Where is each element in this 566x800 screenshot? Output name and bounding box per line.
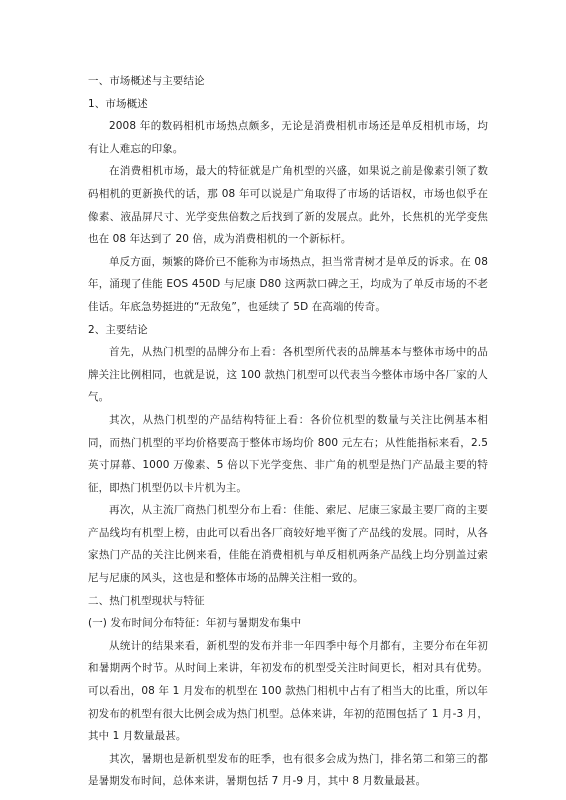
paragraph-vendor-distribution: 再次，从主流厂商热门机型分布上看：佳能、索尼、尼康三家最主要厂商的主要产品线均有机型上榜，由此可以看出各厂商较好地平衡了产品线的发展。同时，从各家热门产品的关注比例来看，佳能在消费相机与单反相机两条产品线上均分别盖过索尼与尼康的风头，这也是和整体市场的品牌关注相一致的。 <box>88 504 488 585</box>
paragraph-consumer-camera: 在消费相机市场，最大的特征就是广角机型的兴盛，如果说之前是像素引领了数码相机的更新换代的话，那 08 年可以说是广角取得了市场的话语权，市场也似乎在像素、液晶屏尺寸、光学变焦倍数之后找到了新的发展点。此外，长焦机的光学变焦也在 08 年达到了 20 倍，成为消费相机的一个新标杆。 <box>88 165 488 246</box>
paragraph-release-early-year: 从统计的结果来看，新机型的发布并非一年四季中每个月都有，主要分布在年初和暑期两个时节。从时间上来讲，年初发布的机型受关注时间更长，相对具有优势。可以看出，08 年 1 月发布的机型在 100 款热门相机中占有了相当大的比重，所以年初发布的机型有很大比例会成为热门机型。总体来讲，年初的范围包括了 1 月-3 月，其中 1 月数量最甚。 <box>88 639 488 743</box>
document-body <box>88 70 488 793</box>
section-heading-hot-models: 二、热门机型现状与特征 <box>88 594 205 607</box>
paragraph-release-summer: 其次，暑期也是新机型发布的旺季，也有很多会成为热门，排名第二和第三的都是暑期发布时间，总体来讲，暑期包括 7 月-9 月，其中 8 月数量最甚。 <box>88 752 488 788</box>
paragraph-dslr: 单反方面，频繁的降价已不能称为市场热点，担当常青树才是单反的诉求。在 08 年，涌现了佳能 EOS 450D 与尼康 D80 这两款口碑之王，均成为了单反市场的不老佳话。年底急势挺进的“无敌兔”，也延续了 5D 在高端的传奇。 <box>88 255 488 313</box>
paragraph-2008-market: 2008 年的数码相机市场热点颇多，无论是消费相机市场还是单反相机市场，均有让人难忘的印象。 <box>88 120 488 155</box>
subheading-release-timing: (一) 发布时间分布特征：年初与暑期发布集中 <box>88 617 302 630</box>
paragraph-product-structure: 其次，从热门机型的产品结构特征上看：各价位机型的数量与关注比例基本相同，而热门机型的平均价格要高于整体市场均价 800 元左右；从性能指标来看，2.5 英寸屏幕、1000 万像素、5 倍以下光学变焦、非广角的机型是热门产品最主要的特征，即热门机型仍以卡片机为主。 <box>88 413 488 494</box>
paragraph-brand-distribution: 首先，从热门机型的品牌分布上看：各机型所代表的品牌基本与整体市场中的品牌关注比例相同，也就是说，这 100 款热门机型可以代表当今整体市场中各厂家的人气。 <box>88 346 488 404</box>
subheading-main-conclusions: 2、主要结论 <box>88 323 148 336</box>
section-heading-market-overview: 一、市场概述与主要结论 <box>88 75 205 87</box>
subheading-market-overview: 1、市场概述 <box>88 97 148 110</box>
